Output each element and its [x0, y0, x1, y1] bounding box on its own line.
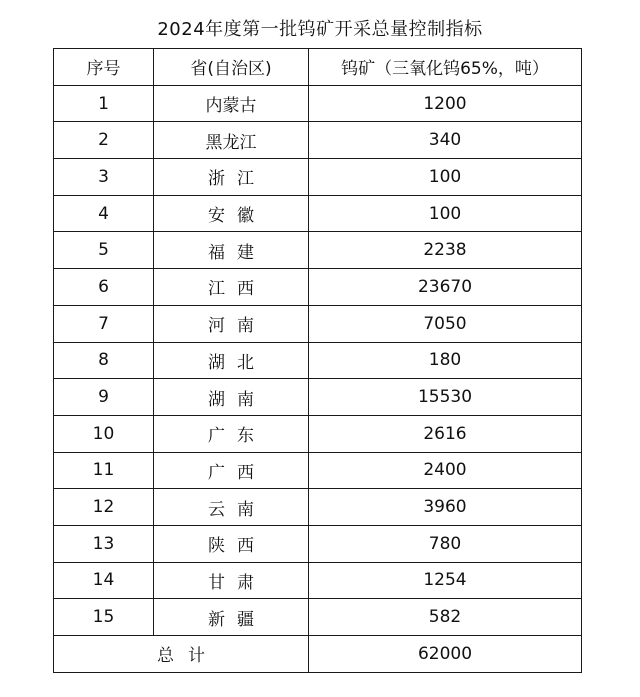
province-name: 江西 [208, 279, 266, 300]
row-province [154, 489, 309, 526]
province-name: 内蒙古 [205, 96, 257, 117]
total-value: 62000 [309, 636, 582, 673]
row-quota: 23670 [309, 269, 582, 306]
table-row [54, 525, 582, 562]
province-name: 河南 [208, 316, 266, 337]
table-row [54, 342, 582, 379]
row-province [154, 195, 309, 232]
table-row [54, 305, 582, 342]
province-name: 浙江 [208, 169, 266, 190]
table-row [54, 452, 582, 489]
table-row [54, 232, 582, 269]
row-quota: 2616 [309, 415, 582, 452]
table-row [54, 379, 582, 416]
row-quota: 180 [309, 342, 582, 379]
province-name: 福建 [208, 242, 266, 263]
province-name: 广西 [208, 462, 266, 483]
header-province: 省(自治区) [154, 49, 309, 86]
row-province [154, 452, 309, 489]
table-row [54, 122, 582, 159]
province-name: 云南 [208, 499, 266, 520]
table-row [54, 415, 582, 452]
province-name: 广东 [208, 426, 266, 447]
row-index: 13 [54, 525, 154, 562]
row-quota: 100 [309, 159, 582, 196]
total-label: 总计 [157, 646, 219, 667]
row-province [154, 122, 309, 159]
row-index: 12 [54, 489, 154, 526]
row-index: 14 [54, 562, 154, 599]
row-province [154, 525, 309, 562]
province-name: 新疆 [208, 609, 266, 630]
row-quota: 7050 [309, 305, 582, 342]
row-quota: 2400 [309, 452, 582, 489]
row-province [154, 415, 309, 452]
province-name: 陕西 [208, 536, 266, 557]
province-name: 甘肃 [208, 572, 266, 593]
row-index: 3 [54, 159, 154, 196]
header-index: 序号 [54, 49, 154, 86]
province-name: 湖南 [208, 389, 266, 410]
row-index: 15 [54, 599, 154, 636]
header-quota: 钨矿（三氧化钨65%，吨） [309, 49, 582, 86]
row-province [154, 85, 309, 122]
row-quota: 780 [309, 525, 582, 562]
table-row [54, 489, 582, 526]
row-index: 8 [54, 342, 154, 379]
province-name: 安徽 [208, 206, 266, 227]
row-index: 5 [54, 232, 154, 269]
table-row [54, 159, 582, 196]
row-index: 9 [54, 379, 154, 416]
document-title: 2024年度第一批钨矿开采总量控制指标 [157, 19, 483, 40]
table-row [54, 269, 582, 306]
row-province [154, 599, 309, 636]
province-name: 黑龙江 [205, 132, 257, 153]
row-index: 6 [54, 269, 154, 306]
total-label-cell [54, 636, 309, 673]
total-row [54, 636, 582, 673]
table-row [54, 195, 582, 232]
row-quota: 1200 [309, 85, 582, 122]
row-index: 1 [54, 85, 154, 122]
row-quota: 340 [309, 122, 582, 159]
row-quota: 100 [309, 195, 582, 232]
row-index: 11 [54, 452, 154, 489]
row-province [154, 379, 309, 416]
table-body [54, 85, 582, 635]
row-quota: 15530 [309, 379, 582, 416]
quota-table [53, 48, 582, 673]
row-quota: 1254 [309, 562, 582, 599]
table-row [54, 85, 582, 122]
row-index: 2 [54, 122, 154, 159]
table-row [54, 562, 582, 599]
row-province [154, 159, 309, 196]
table-header [54, 49, 582, 86]
row-index: 10 [54, 415, 154, 452]
row-quota: 582 [309, 599, 582, 636]
row-index: 7 [54, 305, 154, 342]
row-province [154, 269, 309, 306]
row-province [154, 232, 309, 269]
row-quota: 2238 [309, 232, 582, 269]
row-province [154, 342, 309, 379]
table-row [54, 599, 582, 636]
row-province [154, 562, 309, 599]
table-footer [54, 636, 582, 673]
row-province [154, 305, 309, 342]
header-row [54, 49, 582, 86]
row-quota: 3960 [309, 489, 582, 526]
province-name: 湖北 [208, 352, 266, 373]
row-index: 4 [54, 195, 154, 232]
